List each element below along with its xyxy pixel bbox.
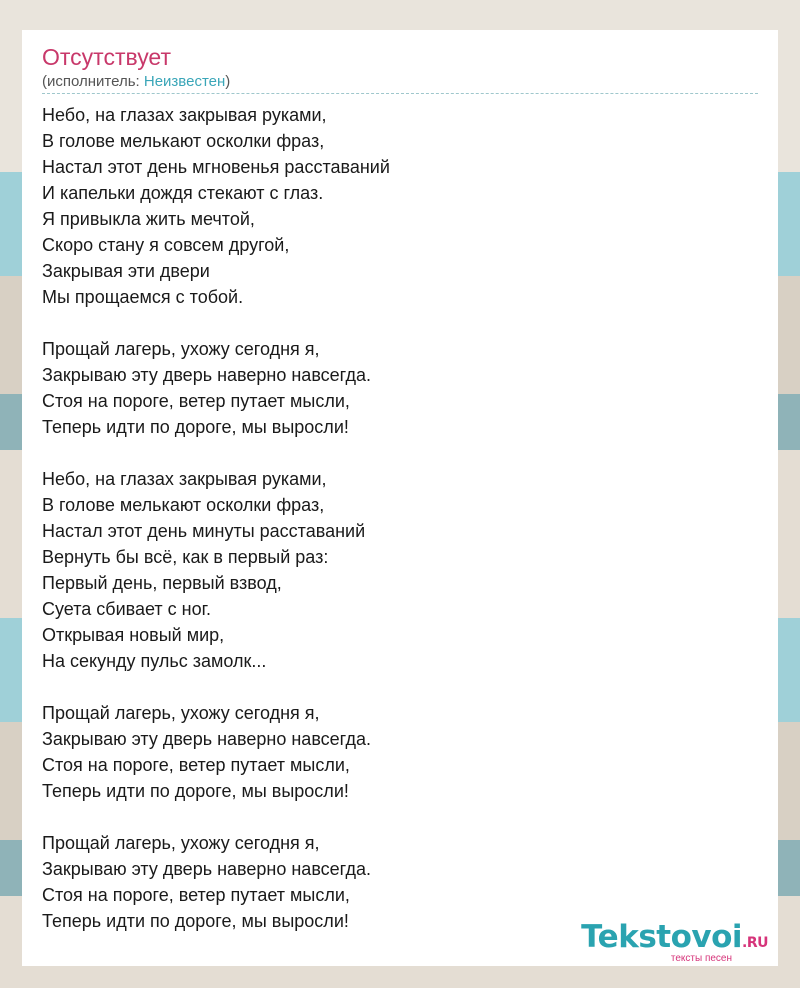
lyric-line: Стоя на пороге, ветер путает мысли, (42, 755, 350, 775)
logo-tagline: тексты песен (670, 953, 732, 964)
lyric-line: В голове мелькают осколки фраз, (42, 131, 325, 151)
artist-prefix: (исполнитель: (42, 73, 144, 90)
lyric-line: Стоя на пороге, ветер путает мысли, (42, 885, 350, 905)
lyric-line: Небо, на глазах закрывая руками, (42, 105, 327, 125)
lyric-line: Закрывая эти двери (42, 261, 210, 281)
stanza (42, 102, 390, 310)
lyric-line: Стоя на пороге, ветер путает мысли, (42, 391, 350, 411)
stanza (42, 830, 390, 934)
lyric-line: Суета сбивает с ног. (42, 599, 211, 619)
lyric-line: Закрываю эту дверь наверно навсегда. (42, 365, 371, 385)
lyric-line: И капельки дождя стекают с глаз. (42, 183, 324, 203)
lyric-line: Мы прощаемся с тобой. (42, 287, 244, 307)
lyric-line: Я привыкла жить мечтой, (42, 209, 255, 229)
lyric-line: Первый день, первый взвод, (42, 573, 282, 593)
lyric-line: Прощай лагерь, ухожу сегодня я, (42, 833, 320, 853)
artist-link[interactable]: Неизвестен (143, 73, 226, 90)
lyric-line: В голове мелькают осколки фраз, (42, 495, 325, 515)
stanza (42, 336, 390, 440)
lyric-line: Открывая новый мир, (42, 625, 225, 645)
logo-tld: .RU (742, 935, 768, 951)
lyric-line: Закрываю эту дверь наверно навсегда. (42, 729, 371, 749)
lyric-line: На секунду пульс замолк... (42, 651, 267, 671)
lyric-line: Вернуть бы всё, как в первый раз: (42, 547, 329, 567)
title-divider (42, 93, 758, 94)
lyric-line: Теперь идти по дороге, мы выросли! (42, 417, 349, 437)
stanza (42, 700, 390, 804)
logo-main-text: Tekstovoi (581, 919, 743, 955)
song-title: Отсутствует (42, 44, 171, 70)
logo-wordmark (538, 920, 768, 960)
lyric-line: Настал этот день минуты расставаний (42, 521, 366, 541)
lyric-line: Небо, на глазах закрывая руками, (42, 469, 327, 489)
site-logo[interactable] (538, 920, 768, 964)
lyric-line: Скоро стану я совсем другой, (42, 235, 290, 255)
lyric-line: Закрываю эту дверь наверно навсегда. (42, 859, 371, 879)
lyric-line: Теперь идти по дороге, мы выросли! (42, 781, 349, 801)
lyric-line: Теперь идти по дороге, мы выросли! (42, 911, 349, 931)
lyric-line: Прощай лагерь, ухожу сегодня я, (42, 703, 320, 723)
lyric-line: Настал этот день мгновенья расставаний (42, 157, 390, 177)
artist-line (42, 73, 230, 90)
lyrics-card (22, 30, 778, 966)
artist-suffix: ) (225, 73, 231, 90)
stanza (42, 466, 390, 674)
lyric-line: Прощай лагерь, ухожу сегодня я, (42, 339, 320, 359)
lyrics-text (42, 102, 390, 934)
